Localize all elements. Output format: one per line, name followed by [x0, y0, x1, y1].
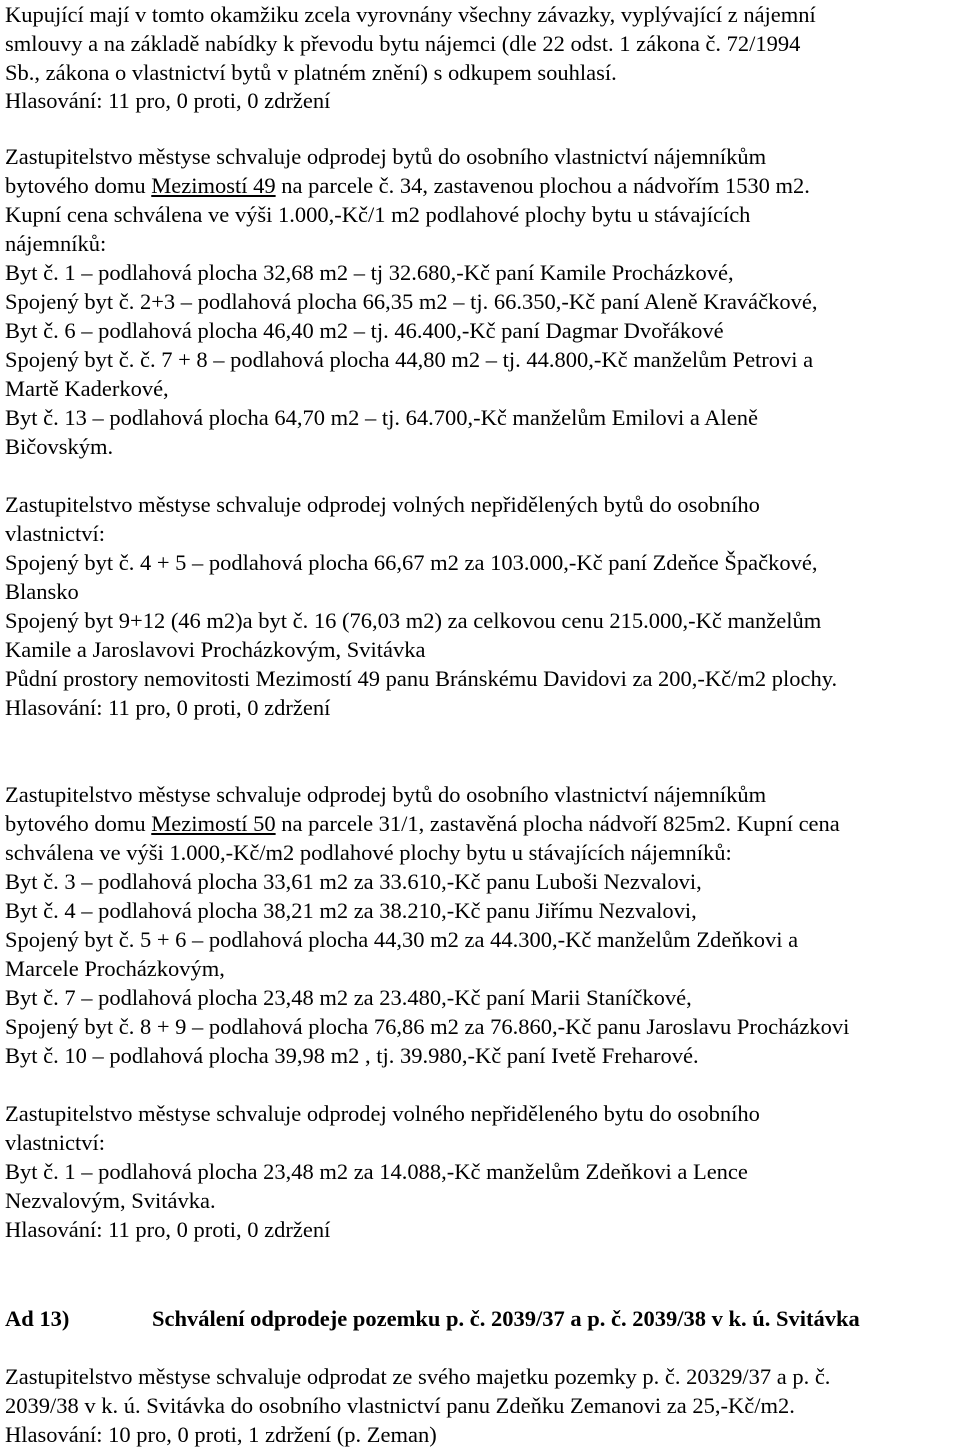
paragraph-line: vlastnictví: [5, 1130, 105, 1155]
paragraph-line: bytového domu Mezimostí 50 na parcele 31/1, zastavěná plocha nádvoří 825m2. Kupní cena [5, 811, 840, 836]
apartment-line: Spojený byt č. 4 + 5 – podlahová plocha 66,67 m2 za 103.000,-Kč paní Zdeňce Špačkové, [5, 550, 818, 575]
paragraph-line: Půdní prostory nemovitosti Mezimostí 49 panu Bránskému Davidovi za 200,-Kč/m2 plochy. [5, 666, 838, 691]
paragraph-line: Kupní cena schválena ve výši 1.000,-Kč/1 m2 podlahové plochy bytu u stávajících [5, 202, 751, 227]
apartment-line: Byt č. 1 – podlahová plocha 23,48 m2 za 14.088,-Kč manželům Zdeňkovi a Lence [5, 1159, 748, 1184]
vote-result: Hlasování: 10 pro, 0 proti, 1 zdržení (p. Zeman) [5, 1422, 437, 1447]
apartment-line: Blansko [5, 579, 79, 604]
apartment-line: Byt č. 10 – podlahová plocha 39,98 m2 , tj. 39.980,-Kč paní Ivetě Freharové. [5, 1043, 699, 1068]
apartment-line: Nezvalovým, Svitávka. [5, 1188, 216, 1213]
paragraph-line: Sb., zákona o vlastnictví bytů v platném znění) s odkupem souhlasí. [5, 60, 617, 85]
apartment-line: Marcele Procházkovým, [5, 956, 225, 981]
resolution-heading: Zastupitelstvo městyse schvaluje odprodej bytů do osobního vlastnictví nájemníkům [5, 144, 767, 169]
apartment-line: Byt č. 4 – podlahová plocha 38,21 m2 za 38.210,-Kč panu Jiřímu Nezvalovi, [5, 898, 697, 923]
apartment-line: Byt č. 6 – podlahová plocha 46,40 m2 – tj. 46.400,-Kč paní Dagmar Dvořákové [5, 318, 724, 343]
building-address-mezimosti-49: Mezimostí 49 [151, 173, 276, 198]
resolution-heading: Zastupitelstvo městyse schvaluje odprodej volného nepřiděleného bytu do osobního [5, 1101, 760, 1126]
apartment-line: Bičovským. [5, 434, 114, 459]
apartment-line: Kamile a Jaroslavovi Procházkovým, Svitávka [5, 637, 426, 662]
apartment-line: Byt č. 13 – podlahová plocha 64,70 m2 – tj. 64.700,-Kč manželům Emilovi a Aleně [5, 405, 758, 430]
resolution-heading: Zastupitelstvo městyse schvaluje odprodej bytů do osobního vlastnictví nájemníkům [5, 782, 767, 807]
apartment-line: Spojený byt č. 2+3 – podlahová plocha 66,35 m2 – tj. 66.350,-Kč paní Aleně Kraváčkové, [5, 289, 818, 314]
paragraph-line: 2039/38 v k. ú. Svitávka do osobního vlastnictví panu Zdeňku Zemanovi za 25,-Kč/m2. [5, 1393, 795, 1418]
apartment-line: Byt č. 3 – podlahová plocha 33,61 m2 za 33.610,-Kč panu Luboši Nezvalovi, [5, 869, 702, 894]
apartment-line: Byt č. 1 – podlahová plocha 32,68 m2 – tj 32.680,-Kč paní Kamile Procházkové, [5, 260, 734, 285]
paragraph-line: vlastnictví: [5, 521, 105, 546]
paragraph-line: nájemníků: [5, 231, 107, 256]
vote-result: Hlasování: 11 pro, 0 proti, 0 zdržení [5, 695, 331, 720]
building-address-mezimosti-50: Mezimostí 50 [151, 811, 276, 836]
apartment-line: Spojený byt č. č. 7 + 8 – podlahová plocha 44,80 m2 – tj. 44.800,-Kč manželům Petrovi a [5, 347, 814, 372]
apartment-line: Byt č. 7 – podlahová plocha 23,48 m2 za 23.480,-Kč paní Marii Staníčkové, [5, 985, 692, 1010]
apartment-line: Spojený byt č. 8 + 9 – podlahová plocha 76,86 m2 za 76.860,-Kč panu Jaroslavu Procházkovi [5, 1014, 850, 1039]
vote-result: Hlasování: 11 pro, 0 proti, 0 zdržení [5, 1217, 331, 1242]
paragraph-line: bytového domu Mezimostí 49 na parcele č. 34, zastavenou plochou a nádvořím 1530 m2. [5, 173, 810, 198]
vote-result: Hlasování: 11 pro, 0 proti, 0 zdržení [5, 88, 331, 113]
agenda-item-number: Ad 13) [5, 1306, 70, 1331]
apartment-line: Spojený byt 9+12 (46 m2)a byt č. 16 (76,03 m2) za celkovou cenu 215.000,-Kč manželům [5, 608, 822, 633]
paragraph-line: Kupující mají v tomto okamžiku zcela vyrovnány všechny závazky, vyplývající z nájemní [5, 2, 816, 27]
paragraph-line: smlouvy a na základě nabídky k převodu bytu nájemci (dle 22 odst. 1 zákona č. 72/1994 [5, 31, 801, 56]
apartment-line: Spojený byt č. 5 + 6 – podlahová plocha 44,30 m2 za 44.300,-Kč manželům Zdeňkovi a [5, 927, 799, 952]
resolution-heading: Zastupitelstvo městyse schvaluje odprodej volných nepřidělených bytů do osobního [5, 492, 760, 517]
resolution-heading: Zastupitelstvo městyse schvaluje odprodat ze svého majetku pozemky p. č. 20329/37 a p. č. [5, 1364, 831, 1389]
paragraph-line: schválena ve výši 1.000,-Kč/m2 podlahové plochy bytu u stávajících nájemníků: [5, 840, 732, 865]
agenda-item-title: Schválení odprodeje pozemku p. č. 2039/37 a p. č. 2039/38 v k. ú. Svitávka [152, 1306, 860, 1331]
apartment-line: Martě Kaderkové, [5, 376, 169, 401]
